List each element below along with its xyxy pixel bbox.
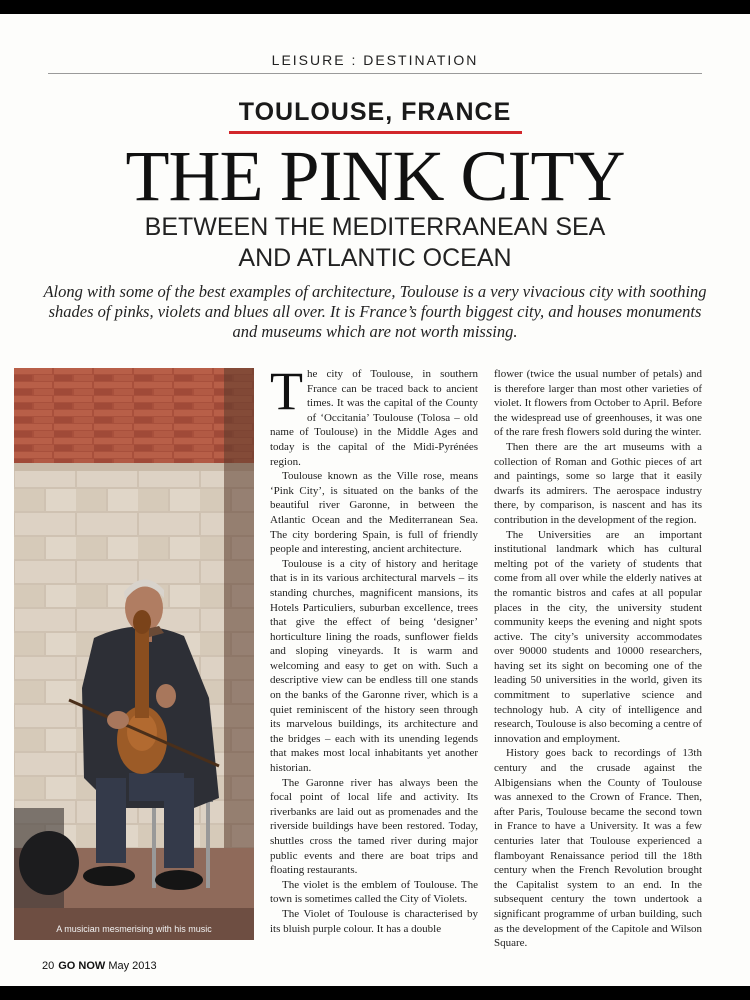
article-kicker: TOULOUSE, FRANCE bbox=[238, 98, 512, 126]
column-1-paragraph bbox=[270, 361, 478, 469]
magazine-page bbox=[0, 14, 750, 986]
page-number: 20 bbox=[42, 960, 55, 972]
column-1-paragraph: Toulouse known as the Ville rose, means ‘Pink City’, is situated on the banks of the beautiful river Garonne, in between the Atlantic Ocean and the Mediterranean Sea. The city bordering Spain, is full of friendly people and interesting, ancient architecture. bbox=[270, 470, 478, 556]
magazine-name: GO NOW bbox=[58, 960, 106, 972]
page-footer bbox=[42, 960, 157, 972]
column-2-paragraph: History goes back to recordings of 13th century and the crusade against the Albigensians when the County of Toulouse was annexed to the Crown of France. Then, after Paris, Toulouse became the second town in France to have a University. It was a few centuries later that Toulouse experienced a flamboyant Renaissance period till the 18th century when the French Revolution brought the Capitalist system to an end. In the subsequent century the town undertook a significant programme of urban building, such as the development of the Capitole and Wilson Square. bbox=[494, 747, 702, 950]
column-1-paragraph: Toulouse is a city of history and heritage that is in its various architectural marvels – its standing churches, magnificent mansions, its Hotels Particuliers, suburban excellence, trees that give the effect of being ‘designer’ horticulture lining the roads, sunflower fields and sloping vineyards. It is warm and welcoming and easy to get on with. Such a descriptive view can be endless till one stands on the banks of the Garonne river, which is a quiet reminiscent of the history seen through its marvelous buildings, its architecture and the bridges – each with its unending legends that makes most local inhabitants yet another historian. bbox=[270, 557, 478, 775]
section-label: LEISURE : DESTINATION bbox=[271, 52, 479, 68]
article-column-2 bbox=[494, 367, 702, 951]
photo-caption: A musician mesmerising with his music bbox=[56, 924, 212, 934]
drop-cap: T bbox=[270, 361, 303, 421]
paragraph-text: he city of Toulouse, in southern France can be traced back to ancient times. It was the capital of the County of ‘Occitania’ Toulouse (Tolosa – old name of Toulouse) in the Middle Ages and today is the capital of the Midi-Pyrénées region. bbox=[270, 368, 478, 468]
subtitle-line-1: BETWEEN THE MEDITERRANEAN SEA bbox=[144, 213, 606, 241]
kicker-underline bbox=[229, 131, 522, 134]
article-column-1 bbox=[270, 361, 478, 936]
issue-date: May 2013 bbox=[108, 960, 157, 972]
column-2-paragraph: flower (twice the usual number of petals) and is therefore larger than most other varieties of violet. It flowers from October to April. Before the widespread use of greenhouses, it was one of the rare fresh flowers sold during the winter. bbox=[494, 368, 702, 439]
article-title: THE PINK CITY bbox=[125, 136, 625, 216]
column-1-paragraph: The Garonne river has always been the focal point of local life and activity. Its riverbanks are laid out as promenades and the riverside buildings have been restored. Today, shuttles cross the tamed river during major public events and there are boat trips and floating restaurants. bbox=[270, 776, 478, 877]
article-intro: Along with some of the best examples of architecture, Toulouse is a very vivacious city with soothing shades of pinks, violets and blues all over. It is France’s fourth biggest city, and houses monuments and museums which are not worth missing. bbox=[43, 282, 707, 341]
article-subtitle bbox=[0, 212, 750, 274]
musician-photo bbox=[14, 368, 254, 940]
header-rule bbox=[48, 73, 702, 74]
column-1-paragraph: The violet is the emblem of Toulouse. The town is sometimes called the City of Violets. bbox=[270, 878, 478, 906]
column-2-paragraph: The Universities are an important institutional landmark which has cultural melting pot of the variety of students that come from all over while the elderly natives at the romantic bistros and cafes at all popular places in the city, the university student community keeps the evening and night spots active. The city’s university accommodates over 90000 students and 10000 researchers, having set its sight on becoming one of the leading 50 universities in the world, given its commitment to superlative science and technology hub. A city of intelligence and research, Toulouse is also becoming a centre of innovation and employment. bbox=[494, 528, 702, 745]
column-2-paragraph: Then there are the art museums with a collection of Roman and Gothic pieces of art and paintings, some so large that it easily dwarfs its admirers. The aerospace industry there, by comparison, is nascent and has its contribution in the development of the region. bbox=[494, 440, 702, 526]
column-1-paragraph: The Violet of Toulouse is characterised by its bluish purple colour. It has a double bbox=[270, 907, 478, 935]
subtitle-line-2: AND ATLANTIC OCEAN bbox=[238, 244, 512, 272]
photo-illustration bbox=[14, 368, 254, 940]
